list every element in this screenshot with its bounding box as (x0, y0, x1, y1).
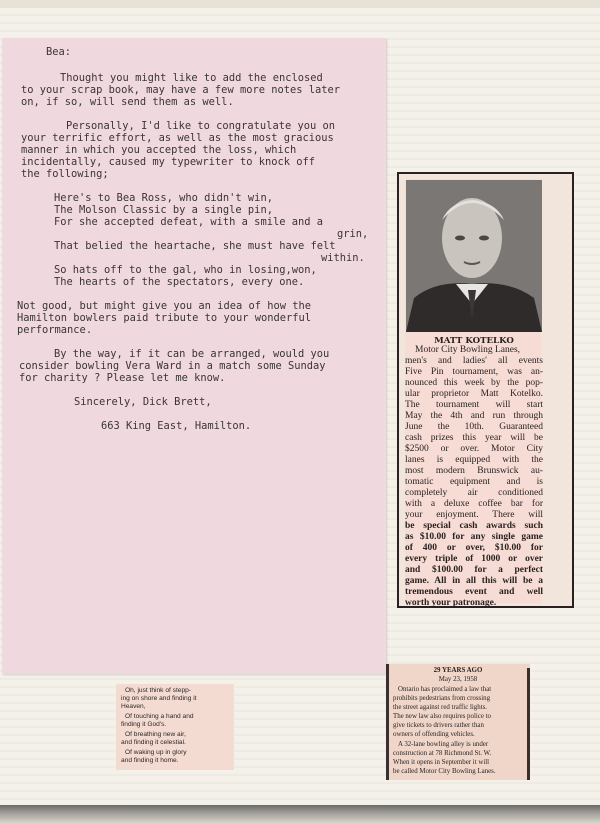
clipping-article (405, 345, 543, 609)
poem-clip-line: Of waking up in glory (125, 749, 187, 756)
poem-clip-line: finding it God's. (121, 721, 167, 728)
poem-line: The hearts of the spectators, every one. (54, 276, 305, 288)
news-line: the street against red traffic lights. (393, 704, 488, 711)
news-line: construction at 78 Richmond St. W. (393, 750, 492, 757)
article-line: Five Pin tournament, was an- (405, 367, 543, 377)
poem-line: For she accepted defeat, with a smile and a (54, 216, 323, 228)
typed-letter (2, 38, 386, 674)
poem-clip-line: Of breathing new air, (125, 731, 186, 738)
article-line: The tournament will start (405, 400, 543, 410)
article-line: men's and ladies' all events (405, 356, 543, 366)
poem-clip-line: ing on shore and finding it (121, 695, 197, 702)
letter-line: consider bowling Vera Ward in a match some Sunday (19, 360, 326, 372)
poem-line: within. (321, 252, 365, 264)
poem-line: So hats off to the gal, who in losing,won, (54, 264, 317, 276)
poem-clip-line: and finding it home. (121, 757, 179, 764)
page-top-edge (0, 0, 600, 8)
article-line: every triple of 1000 or over (405, 554, 543, 564)
news-date: May 23, 1958 (438, 676, 478, 683)
letter-line: incidentally, caused my typewriter to knock off (21, 156, 316, 168)
news-heading: 29 YEARS AGO (433, 667, 483, 674)
poem-clip-line: Of touching a hand and (125, 713, 194, 720)
poem-line: That belied the heartache, she must have felt (54, 240, 336, 252)
article-line: game. All in all this will be a (405, 576, 543, 586)
letter-line: manner in which you accepted the loss, which (21, 144, 297, 156)
letter-line: the following; (21, 168, 109, 180)
article-line: ular proprietor Matt Kotelko. (405, 389, 543, 399)
poem-line: The Molson Classic by a single pin, (54, 204, 273, 216)
article-line: tremendous event and well (405, 587, 543, 597)
news-line: be called Motor City Bowling Lanes. (393, 768, 496, 775)
portrait-photo (406, 180, 542, 332)
poem-clip-line: Heaven, (121, 703, 146, 710)
article-line: worth your patronage. (405, 598, 497, 608)
article-line: completely air conditioned (405, 488, 543, 498)
news-line: A 32-lane bowling alley is under (398, 741, 489, 748)
article-line: $2500 or over. Motor City (405, 444, 543, 454)
letter-signature: Sincerely, Dick Brett, (74, 396, 212, 408)
article-line: Motor City Bowling Lanes, (415, 345, 521, 355)
poem-clipping (116, 684, 234, 770)
letter-line: for charity ? Please let me know. (19, 372, 226, 384)
article-line: your enjoyment. There will (405, 510, 543, 520)
letter-line: your terrific effort, as well as the most gracious (21, 132, 334, 144)
letter-line: Thought you might like to add the enclosed (60, 72, 323, 84)
letter-line: performance. (17, 324, 93, 336)
clipping-right-rule (527, 668, 530, 780)
letter-address: 663 King East, Hamilton. (101, 420, 252, 432)
letter-line: to your scrap book, may have a few more notes later (21, 84, 341, 96)
news-line: The new law also requires police to (393, 713, 491, 720)
poem-line: grin, (337, 228, 369, 240)
letter-salutation: Bea: (46, 46, 72, 58)
page-bottom-edge (0, 805, 600, 823)
letter-line: Not good, but might give you an idea of how the (17, 300, 312, 312)
news-line: prohibits pedestrians from crossing (393, 695, 491, 702)
article-line: tomatic equipment and is (405, 477, 543, 487)
clipping-title: MATT KOTELKO (434, 336, 514, 346)
article-line: and $100.00 for a perfect (405, 565, 543, 575)
letter-line: By the way, if it can be arranged, would you (54, 348, 330, 360)
letter-line: on, if so, will send them as well. (21, 96, 234, 108)
article-line: lanes is equipped with the (405, 455, 543, 465)
article-line: of 400 or over, $10.00 for (405, 543, 543, 553)
poem-line: Here's to Bea Ross, who didn't win, (54, 192, 273, 204)
article-line: most modern Brunswick au- (405, 466, 543, 476)
article-line: nounced this week by the pop- (405, 378, 543, 388)
news-line: When it opens in September it will (393, 759, 490, 766)
news-line: give tickets to drivers rather than (393, 722, 484, 729)
news-line: Ontario has proclaimed a law that (398, 686, 492, 693)
article-line: June the 10th. Guaranteed (405, 422, 543, 432)
article-line: be special cash awards such (405, 521, 543, 531)
letter-line: Hamilton bowlers paid tribute to your wonderful (17, 312, 312, 324)
article-line: May the 4th and run through (405, 411, 543, 421)
letter-line: Personally, I'd like to congratulate you on (66, 120, 335, 132)
article-line: cash prizes this year will be (405, 433, 543, 443)
poem-clip-line: Oh, just think of stepp- (125, 687, 191, 694)
news-clipping (386, 664, 530, 780)
clipping-left-rule (386, 664, 389, 780)
article-line: as $10.00 for any single game (405, 532, 543, 542)
news-line: owners of offending vehicles. (393, 731, 475, 738)
poem-clip-line: and finding it celestial. (121, 739, 186, 746)
article-line: with a deluxe coffee bar for (405, 499, 543, 509)
